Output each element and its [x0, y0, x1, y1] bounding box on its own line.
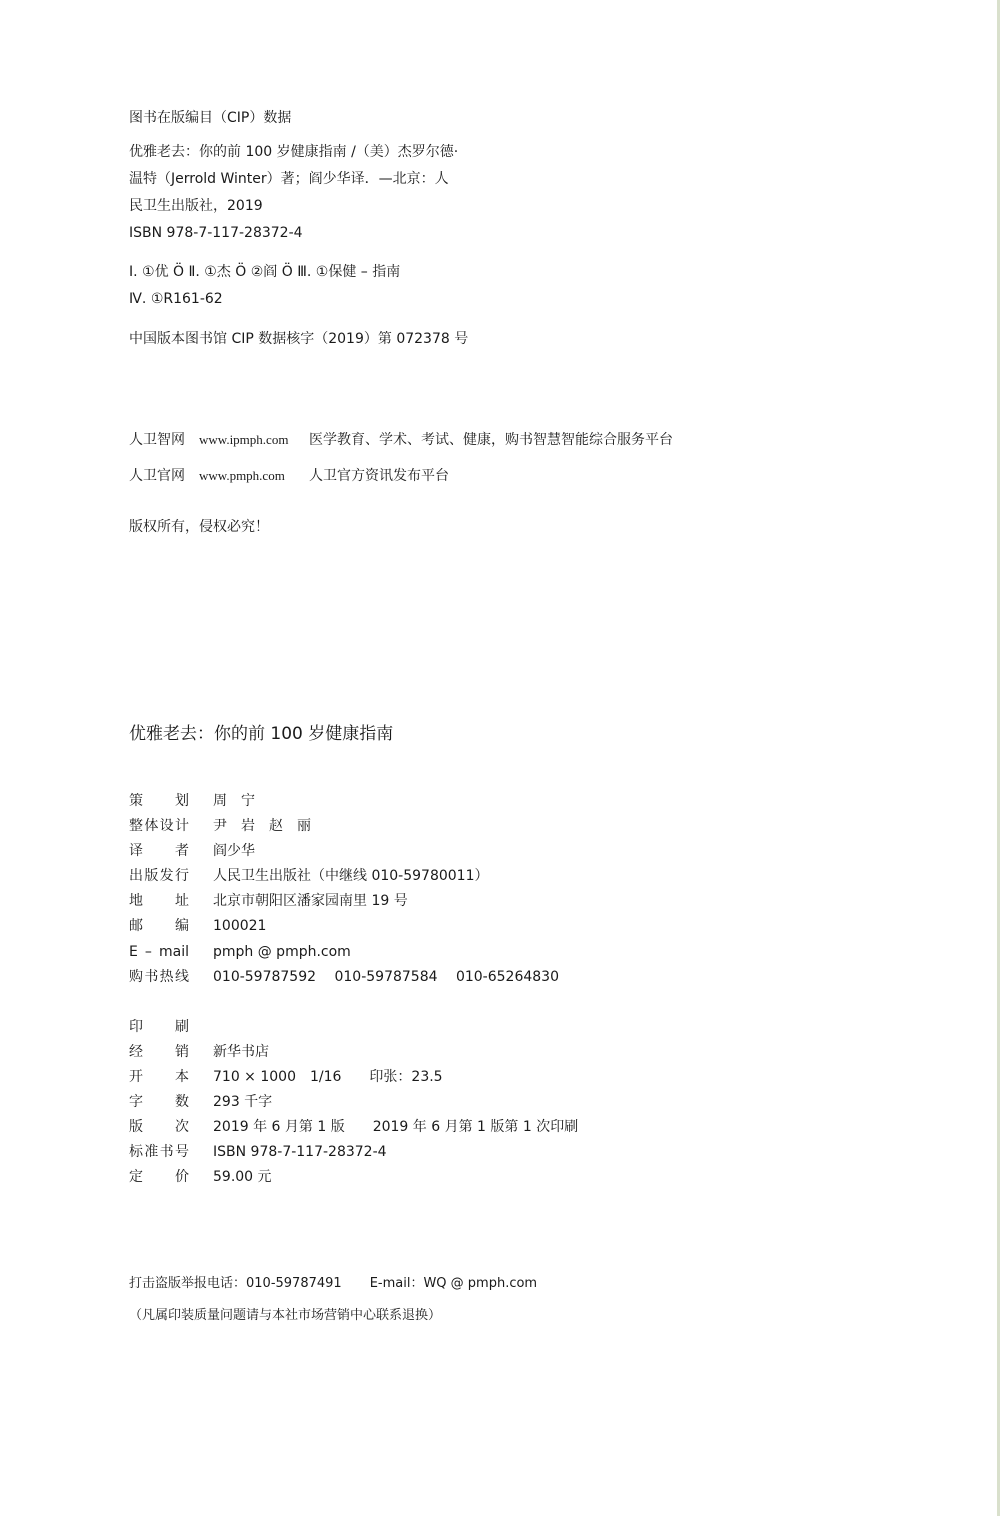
cip-line: 民卫生出版社，2019 — [129, 198, 263, 214]
detail-label: 标准书号 — [129, 1144, 189, 1160]
piracy-email: E-mail：WQ @ pmph.com — [369, 1276, 538, 1291]
copyright-notice: 版权所有，侵权必究！ — [129, 519, 269, 535]
detail-row — [129, 792, 255, 810]
detail-label: E – mail — [129, 944, 189, 960]
detail-value: 59.00 元 — [213, 1169, 272, 1185]
detail-value: 2019 年 6 月第 1 版 2019 年 6 月第 1 版第 1 次印刷 — [213, 1119, 579, 1135]
detail-label: 版 次 — [129, 1119, 189, 1135]
detail-label: 购书热线 — [129, 969, 189, 985]
detail-value: 北京市朝阳区潘家园南里 19 号 — [213, 893, 408, 909]
detail-label: 定 价 — [129, 1169, 189, 1185]
cip-heading: 图书在版编目（CIP）数据 — [129, 110, 292, 126]
detail-label: 印 刷 — [129, 1019, 189, 1035]
cip-classification: Ⅳ. ①R161-62 — [129, 291, 223, 307]
detail-value: 周 宁 — [213, 793, 255, 809]
detail-row — [129, 1118, 579, 1136]
cip-verification: 中国版本图书馆 CIP 数据核字（2019）第 072378 号 — [129, 331, 469, 347]
detail-value: 710 × 1000 1/16 印张：23.5 — [213, 1069, 443, 1085]
detail-label: 地 址 — [129, 893, 189, 909]
detail-row — [129, 1068, 443, 1086]
platform-desc: 人卫官方资讯发布平台 — [309, 468, 449, 484]
detail-row — [129, 1168, 272, 1186]
detail-value: 人民卫生出版社（中继线 010-59780011） — [213, 868, 489, 884]
detail-row — [129, 867, 489, 885]
detail-label: 字 数 — [129, 1094, 189, 1110]
platform-name: 人卫智网 — [129, 432, 185, 448]
detail-value: 100021 — [213, 918, 267, 934]
detail-row — [129, 943, 351, 961]
detail-label: 经 销 — [129, 1044, 189, 1060]
cip-line: 优雅老去：你的前 100 岁健康指南 /（美）杰罗尔德· — [129, 144, 459, 160]
detail-value: 010-59787592 010-59787584 010-65264830 — [213, 969, 559, 985]
piracy-phone: 打击盗版举报电话：010-59787491 — [129, 1276, 342, 1291]
cip-isbn: ISBN 978-7-117-28372-4 — [129, 225, 303, 241]
book-title: 优雅老去：你的前 100 岁健康指南 — [129, 724, 394, 744]
detail-label: 策 划 — [129, 793, 189, 809]
platform-row — [129, 467, 449, 485]
piracy-report — [129, 1275, 537, 1293]
detail-row — [129, 1143, 387, 1161]
detail-row — [129, 968, 559, 986]
detail-label: 整体设计 — [129, 818, 189, 834]
platform-row — [129, 431, 673, 449]
platform-url: www.pmph.com — [199, 468, 285, 483]
detail-row — [129, 892, 408, 910]
detail-label: 邮 编 — [129, 918, 189, 934]
detail-value: 293 千字 — [213, 1094, 273, 1110]
detail-row — [129, 917, 267, 935]
detail-row — [129, 1043, 269, 1061]
detail-value: 尹 岩 赵 丽 — [213, 818, 311, 834]
platform-name: 人卫官网 — [129, 468, 185, 484]
detail-value: 阎少华 — [213, 843, 255, 859]
cip-line: 温特（Jerrold Winter）著；阎少华译．—北京：人 — [129, 171, 449, 187]
platform-url: www.ipmph.com — [199, 432, 289, 447]
detail-label: 译 者 — [129, 843, 189, 859]
returns-note: （凡属印装质量问题请与本社市场营销中心联系退换） — [129, 1308, 442, 1323]
detail-row — [129, 1093, 273, 1111]
detail-value: ISBN 978-7-117-28372-4 — [213, 1144, 387, 1160]
detail-label: 出版发行 — [129, 868, 189, 884]
platform-desc: 医学教育、学术、考试、健康，购书智慧智能综合服务平台 — [309, 432, 673, 448]
detail-value: pmph @ pmph.com — [213, 944, 351, 960]
detail-row — [129, 817, 311, 835]
detail-row — [129, 842, 255, 860]
detail-label: 开 本 — [129, 1069, 189, 1085]
cip-classification: Ⅰ. ①优 Ö Ⅱ. ①杰 Ö ②阎 Ö Ⅲ. ①保健 – 指南 — [129, 264, 401, 280]
detail-value: 新华书店 — [213, 1044, 269, 1060]
detail-row — [129, 1018, 189, 1036]
